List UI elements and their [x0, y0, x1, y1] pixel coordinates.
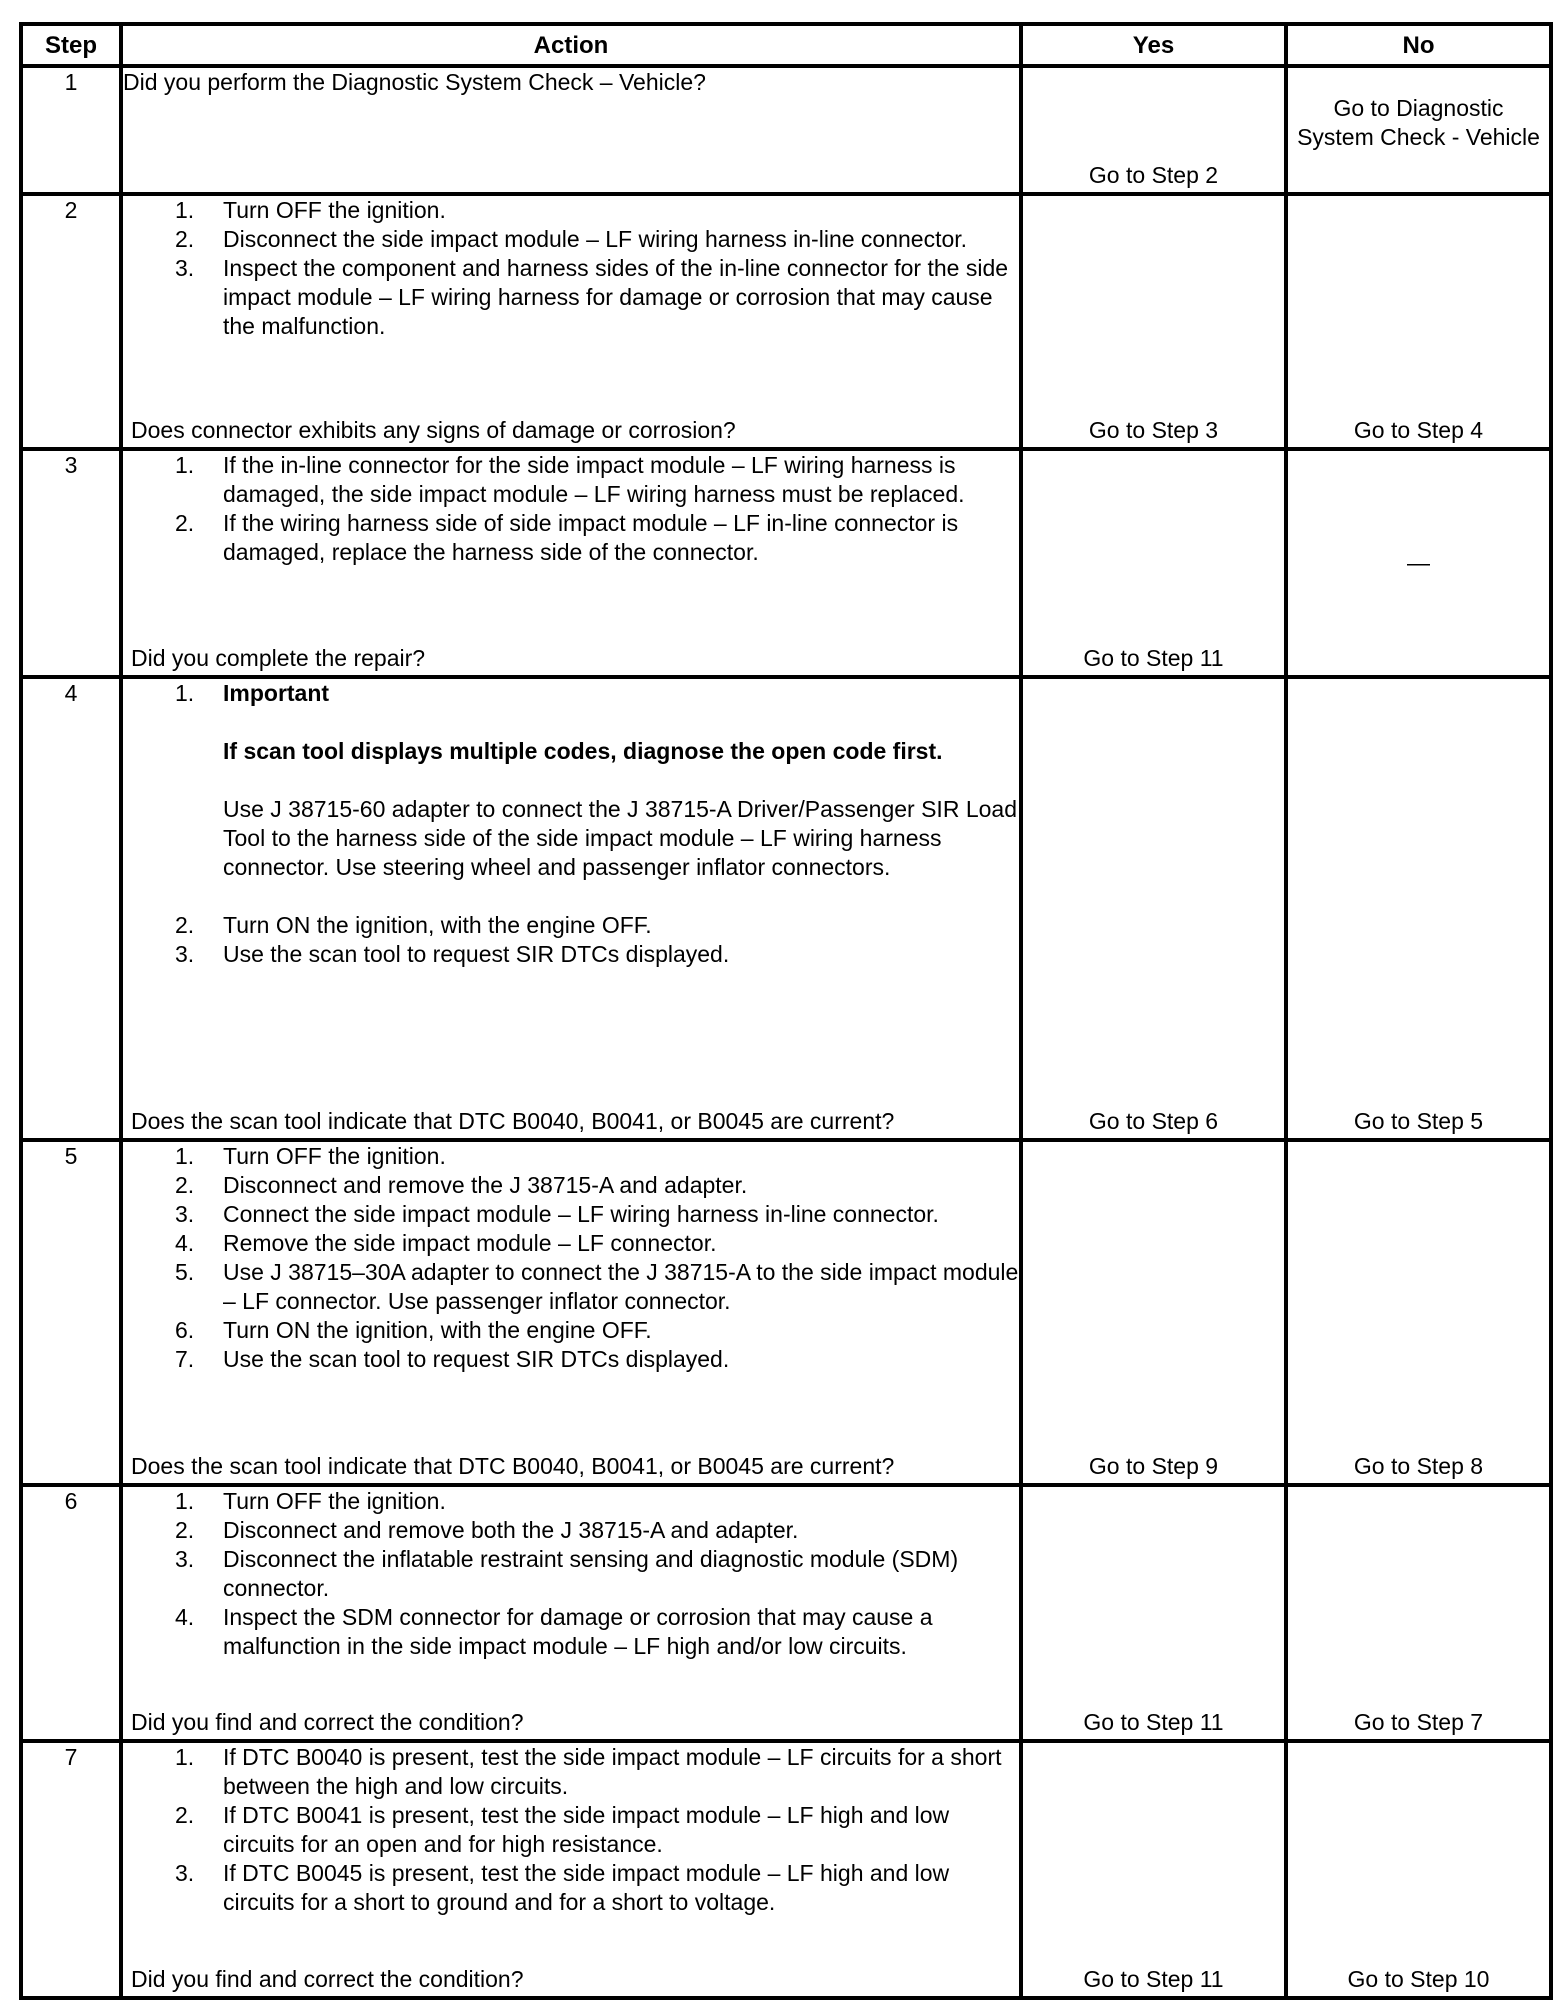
list-item: 1. If the in-line connector for the side impact module – LF wiring harness is damaged, the side impact module – LF wiring harness must be replaced. — [175, 452, 965, 507]
header-action: Action — [121, 24, 1021, 66]
yes-cell — [1021, 1741, 1286, 1998]
important-text: Use J 38715-60 adapter to connect the J 38715-A Driver/Passenger SIR Load Tool to the harness side of the side impact module – LF wiring harness connector. Use steering wheel and passenger inflator connectors. — [223, 796, 1017, 880]
list-item: 4. Remove the side impact module – LF connector. — [175, 1230, 717, 1256]
question: Does the scan tool indicate that DTC B0040, B0041, or B0045 are current? — [131, 1108, 895, 1134]
header-no: No — [1286, 24, 1551, 66]
question: Does connector exhibits any signs of damage or corrosion? — [131, 417, 736, 443]
list-item: 2. Turn ON the ignition, with the engine OFF. — [175, 912, 652, 938]
yes-link[interactable]: Go to Step 6 — [1088, 1108, 1219, 1134]
instruction-list — [123, 1142, 1019, 1374]
list-item: 4. Inspect the SDM connector for damage or corrosion that may cause a malfunction in the side impact module – LF high and/or low circuits. — [175, 1604, 933, 1659]
instruction-list — [123, 451, 1019, 567]
list-item: 2. Disconnect and remove the J 38715-A and adapter. — [175, 1172, 748, 1198]
instruction-list — [123, 1743, 1019, 1917]
yes-cell — [1021, 677, 1286, 1140]
list-item-important: 1. Important If scan tool displays multiple codes, diagnose the open code first. Use J 38715-60 adapter to connect the J 38715-A Driver/Passenger SIR Load Tool to the harness side of the side impact module – LF wiring harness connector. Use steering wheel and passenger inflator connectors. — [123, 679, 1019, 911]
yes-link[interactable]: Go to Step 11 — [1083, 1966, 1224, 1992]
no-link[interactable]: Go to Step 10 — [1347, 1966, 1490, 1992]
no-cell — [1286, 1741, 1551, 1998]
no-cell — [1286, 66, 1551, 194]
header-row — [21, 24, 1551, 66]
list-item: 2. Disconnect and remove both the J 38715-A and adapter. — [175, 1517, 799, 1543]
list-item: 3. If DTC B0045 is present, test the side impact module – LF high and low circuits for a short to ground and for a short to voltage. — [175, 1860, 950, 1915]
important-heading: Important — [223, 680, 330, 706]
table-row-step-3 — [21, 449, 1551, 677]
header-yes: Yes — [1021, 24, 1286, 66]
question: Does the scan tool indicate that DTC B0040, B0041, or B0045 are current? — [131, 1453, 895, 1479]
instruction-list — [123, 679, 1019, 969]
no-cell — [1286, 1485, 1551, 1741]
no-value: — — [1407, 549, 1430, 576]
list-item: 1. Turn OFF the ignition. — [175, 1143, 446, 1169]
no-cell — [1286, 677, 1551, 1140]
no-cell — [1286, 194, 1551, 449]
yes-link[interactable]: Go to Step 11 — [1083, 645, 1224, 671]
step-number: 1 — [21, 66, 121, 194]
list-item: 6. Turn ON the ignition, with the engine OFF. — [175, 1317, 652, 1343]
question: Did you find and correct the condition? — [131, 1966, 524, 1992]
step-number: 4 — [21, 677, 121, 1140]
table-row-step-5 — [21, 1140, 1551, 1485]
yes-link[interactable]: Go to Step 11 — [1083, 1709, 1224, 1735]
list-item: 2. If the wiring harness side of side impact module – LF in-line connector is damaged, replace the harness side of the connector. — [175, 510, 959, 565]
yes-link[interactable]: Go to Step 9 — [1088, 1453, 1219, 1479]
action-cell — [121, 1140, 1021, 1485]
step-number: 7 — [21, 1741, 121, 1998]
list-item: 3. Use the scan tool to request SIR DTCs displayed. — [175, 941, 730, 967]
table-row-step-6 — [21, 1485, 1551, 1741]
list-item: 1. If DTC B0040 is present, test the side impact module – LF circuits for a short between the high and low circuits. — [175, 1744, 1002, 1799]
table-row-step-1 — [21, 66, 1551, 194]
yes-cell — [1021, 66, 1286, 194]
table-row-step-7 — [21, 1741, 1551, 1998]
list-item: 2. Disconnect the side impact module – LF wiring harness in-line connector. — [175, 226, 968, 252]
question: Did you complete the repair? — [131, 645, 426, 671]
yes-cell — [1021, 1140, 1286, 1485]
list-item: 7. Use the scan tool to request SIR DTCs displayed. — [175, 1346, 730, 1372]
action-cell — [121, 66, 1021, 194]
list-item: 2. If DTC B0041 is present, test the side impact module – LF high and low circuits for an open and for high resistance. — [175, 1802, 950, 1857]
action-cell — [121, 1485, 1021, 1741]
question: Did you find and correct the condition? — [131, 1709, 524, 1735]
no-link[interactable]: Go to Step 4 — [1353, 417, 1484, 443]
list-item: 3. Connect the side impact module – LF wiring harness in-line connector. — [175, 1201, 939, 1227]
step-number: 6 — [21, 1485, 121, 1741]
header-step: Step — [21, 24, 121, 66]
yes-link[interactable]: Go to Step 2 — [1088, 162, 1219, 188]
no-link[interactable]: Go to Step 5 — [1353, 1108, 1484, 1134]
diagnostic-table — [19, 22, 1553, 2000]
no-link[interactable]: Go to Step 7 — [1353, 1709, 1484, 1735]
list-item: 1. Turn OFF the ignition. — [175, 197, 446, 223]
list-item: 1. Turn OFF the ignition. — [175, 1488, 446, 1514]
action-cell — [121, 677, 1021, 1140]
step-number: 2 — [21, 194, 121, 449]
instruction-list — [123, 196, 1019, 341]
list-item: 3. Disconnect the inflatable restraint sensing and diagnostic module (SDM) connector. — [175, 1546, 959, 1601]
yes-cell — [1021, 1485, 1286, 1741]
no-cell — [1286, 449, 1551, 677]
step-number: 3 — [21, 449, 121, 677]
question: Did you perform the Diagnostic System Check – Vehicle? — [123, 69, 706, 95]
table-row-step-2 — [21, 194, 1551, 449]
action-cell — [121, 1741, 1021, 1998]
action-cell — [121, 449, 1021, 677]
yes-cell — [1021, 449, 1286, 677]
table-row-step-4 — [21, 677, 1551, 1140]
no-link[interactable]: Go to Diagnostic System Check - Vehicle — [1297, 95, 1540, 150]
action-cell — [121, 194, 1021, 449]
step-number: 5 — [21, 1140, 121, 1485]
no-cell — [1286, 1140, 1551, 1485]
yes-cell — [1021, 194, 1286, 449]
yes-link[interactable]: Go to Step 3 — [1088, 417, 1219, 443]
instruction-list — [123, 1487, 1019, 1661]
important-note: If scan tool displays multiple codes, diagnose the open code first. — [223, 738, 943, 764]
list-item: 3. Inspect the component and harness sides of the in-line connector for the side impact module – LF wiring harness for damage or corrosion that may cause the malfunction. — [175, 255, 1009, 339]
list-item: 5. Use J 38715–30A adapter to connect the J 38715-A to the side impact module – LF connector. Use passenger inflator connector. — [175, 1259, 1019, 1314]
no-link[interactable]: Go to Step 8 — [1353, 1453, 1484, 1479]
